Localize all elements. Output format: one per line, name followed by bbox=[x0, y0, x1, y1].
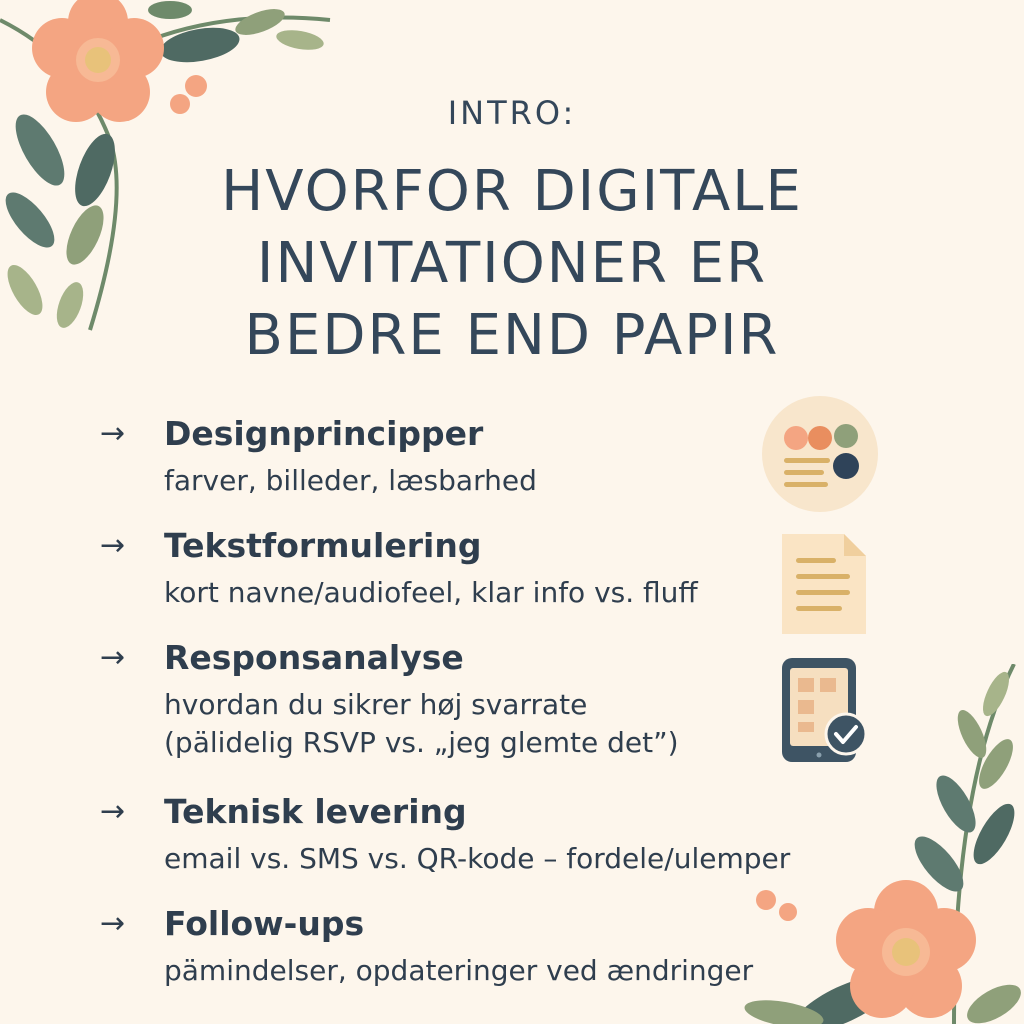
topic-description-line: kort navne/audiofeel, klar info vs. fluff bbox=[164, 576, 698, 609]
arrow-right-icon: → bbox=[100, 416, 126, 451]
bud-icon bbox=[756, 890, 797, 921]
arrow-right-icon: → bbox=[100, 906, 126, 941]
topic-description-line: email vs. SMS vs. QR-kode – fordele/ulemper bbox=[164, 842, 791, 875]
topic-title: Responsanalyse bbox=[164, 638, 464, 677]
topic-description-line: (pälidelig RSVP vs. „jeg glemte det”) bbox=[164, 726, 679, 759]
tablet-check-icon bbox=[780, 656, 870, 764]
arrow-right-icon: → bbox=[100, 794, 126, 829]
flower-icon bbox=[836, 880, 976, 1018]
topic-description-line: farver, billeder, læsbarhed bbox=[164, 464, 537, 497]
document-icon bbox=[780, 532, 870, 636]
topic-description bbox=[164, 462, 537, 500]
intro-label: INTRO: bbox=[447, 94, 577, 132]
page-title-line: BEDRE END PAPIR bbox=[244, 303, 780, 368]
topic-title: Teknisk levering bbox=[164, 792, 467, 831]
topic-description bbox=[164, 574, 698, 612]
topic-title: Designprincipper bbox=[164, 414, 484, 453]
arrow-right-icon: → bbox=[100, 640, 126, 675]
topic-description-line: pämindelser, opdateringer ved ændringer bbox=[164, 954, 754, 987]
topic-description bbox=[164, 952, 753, 990]
page-title bbox=[0, 156, 1024, 372]
topic-title: Follow-ups bbox=[164, 904, 365, 943]
page-title-line: INVITATIONER ER bbox=[256, 231, 768, 296]
page-title-line: HVORFOR DIGITALE bbox=[221, 159, 803, 224]
topic-title: Tekstformulering bbox=[164, 526, 482, 565]
topic-description bbox=[164, 840, 790, 878]
color-palette-icon bbox=[760, 394, 880, 514]
topic-description bbox=[164, 686, 679, 762]
topic-description-line: hvordan du sikrer høj svarrate bbox=[164, 688, 588, 721]
arrow-right-icon: → bbox=[100, 528, 126, 563]
